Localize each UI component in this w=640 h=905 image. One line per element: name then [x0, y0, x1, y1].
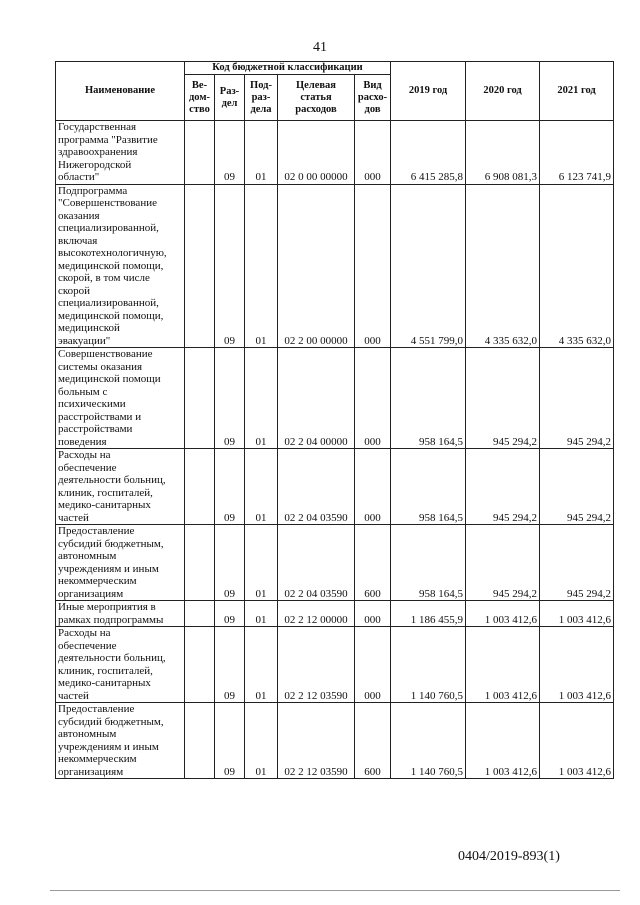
name-line: области": [58, 171, 100, 183]
cell-razdel: 09: [215, 449, 245, 525]
cell-name: [56, 703, 185, 779]
name-line: Нижегородской: [58, 158, 132, 171]
cell-amount-2019: 958 164,5: [391, 348, 466, 449]
cell-expense-type: 000: [355, 121, 391, 185]
table-row: [56, 601, 614, 627]
page-number: 41: [313, 40, 327, 55]
name-line: автономным: [58, 728, 117, 740]
name-line: медико-санитарных: [58, 499, 151, 511]
name-line: обеспечение: [58, 461, 117, 474]
cell-podrazdel: 01: [245, 184, 278, 348]
cell-podrazdel: 01: [245, 601, 278, 627]
name-line: эвакуации": [58, 334, 111, 347]
name-line: некоммерческим: [58, 575, 137, 587]
cell-expense-type: 000: [355, 184, 391, 348]
name-line: скорой: [58, 284, 91, 297]
cell-vedomstvo: [185, 703, 215, 779]
document-id: 0404/2019-893(1): [458, 849, 560, 864]
name-line: клиник, госпиталей,: [58, 664, 153, 677]
name-line: программа "Развитие: [58, 133, 158, 146]
name-line: системы оказания: [58, 360, 143, 373]
name-line: Государственная: [58, 121, 137, 133]
name-line: расстройствами: [58, 423, 133, 435]
name-line: Расходы на: [58, 449, 111, 461]
cell-razdel: 09: [215, 121, 245, 185]
cell-amount-2019: 1 186 455,9: [391, 601, 466, 627]
cell-expense-type: 000: [355, 449, 391, 525]
name-line: учреждениям и иным: [58, 562, 159, 575]
name-line: медико-санитарных: [58, 677, 151, 689]
name-line: медицинской помощи,: [58, 259, 164, 272]
table-header: [56, 62, 614, 121]
name-line: включая: [58, 234, 98, 247]
cell-expense-type: 000: [355, 627, 391, 703]
header-vedomstvo: Ве- дом- ство: [185, 75, 215, 121]
header-target-article: Целевая статья расходов: [278, 75, 355, 121]
cell-amount-2019: 6 415 285,8: [391, 121, 466, 185]
cell-target-article: 02 2 00 00000: [278, 184, 355, 348]
table-row: [56, 627, 614, 703]
cell-amount-2021: 1 003 412,6: [540, 601, 614, 627]
cell-expense-type: 600: [355, 525, 391, 601]
name-line: автономным: [58, 550, 117, 562]
cell-target-article: 02 2 12 00000: [278, 601, 355, 627]
cell-amount-2019: 1 140 760,5: [391, 627, 466, 703]
name-line: Расходы на: [58, 627, 111, 639]
cell-podrazdel: 01: [245, 348, 278, 449]
name-line: деятельности больниц,: [58, 474, 166, 486]
name-line: больным с: [58, 385, 108, 398]
cell-razdel: 09: [215, 601, 245, 627]
cell-name: [56, 627, 185, 703]
cell-amount-2019: 958 164,5: [391, 449, 466, 525]
table-row: [56, 348, 614, 449]
cell-amount-2021: 945 294,2: [540, 449, 614, 525]
cell-amount-2021: 1 003 412,6: [540, 703, 614, 779]
name-line: обеспечение: [58, 639, 117, 652]
name-line: "Совершенствование: [58, 197, 157, 209]
name-line: Предоставление: [58, 703, 135, 715]
cell-amount-2021: 945 294,2: [540, 348, 614, 449]
cell-razdel: 09: [215, 184, 245, 348]
header-classification-group: Код бюджетной классификации: [185, 62, 391, 75]
cell-amount-2021: 945 294,2: [540, 525, 614, 601]
cell-name: [56, 525, 185, 601]
name-line: специализированной,: [58, 222, 159, 234]
table-row: [56, 525, 614, 601]
name-line: Предоставление: [58, 525, 135, 537]
cell-razdel: 09: [215, 525, 245, 601]
bottom-rule: [50, 890, 620, 891]
cell-name: [56, 601, 185, 627]
header-year-2021: 2021 год: [540, 62, 614, 121]
table-body: [56, 121, 614, 779]
cell-amount-2020: 1 003 412,6: [466, 601, 540, 627]
table-row: [56, 703, 614, 779]
name-line: организациям: [58, 765, 124, 778]
cell-amount-2020: 945 294,2: [466, 449, 540, 525]
cell-razdel: 09: [215, 703, 245, 779]
name-line: учреждениям и иным: [58, 740, 159, 753]
cell-target-article: 02 2 04 00000: [278, 348, 355, 449]
name-line: некоммерческим: [58, 753, 137, 765]
budget-table: [55, 61, 614, 779]
header-name: Наименование: [56, 62, 185, 121]
cell-amount-2021: 6 123 741,9: [540, 121, 614, 185]
header-razdel: Раз- дел: [215, 75, 245, 121]
cell-amount-2019: 4 551 799,0: [391, 184, 466, 348]
cell-vedomstvo: [185, 121, 215, 185]
name-line: субсидий бюджетным,: [58, 537, 164, 550]
cell-expense-type: 000: [355, 601, 391, 627]
cell-amount-2020: 945 294,2: [466, 525, 540, 601]
cell-name: [56, 449, 185, 525]
cell-target-article: 02 0 00 00000: [278, 121, 355, 185]
cell-target-article: 02 2 04 03590: [278, 449, 355, 525]
name-line: медицинской помощи,: [58, 309, 164, 322]
name-line: Иные мероприятия в: [58, 601, 156, 613]
cell-amount-2019: 958 164,5: [391, 525, 466, 601]
name-line: психическими: [58, 398, 126, 410]
cell-podrazdel: 01: [245, 627, 278, 703]
name-line: организациям: [58, 587, 124, 600]
cell-target-article: 02 2 12 03590: [278, 627, 355, 703]
name-line: частей: [58, 511, 89, 524]
cell-razdel: 09: [215, 348, 245, 449]
cell-vedomstvo: [185, 348, 215, 449]
name-line: скорой, в том числе: [58, 272, 150, 284]
name-line: Совершенствование: [58, 348, 153, 360]
cell-vedomstvo: [185, 627, 215, 703]
name-line: рамках подпрограммы: [58, 613, 164, 626]
header-year-2019: 2019 год: [391, 62, 466, 121]
cell-name: [56, 121, 185, 185]
cell-podrazdel: 01: [245, 449, 278, 525]
name-line: медицинской помощи: [58, 373, 161, 385]
cell-amount-2020: 1 003 412,6: [466, 627, 540, 703]
cell-amount-2021: 1 003 412,6: [540, 627, 614, 703]
name-line: Подпрограмма: [58, 184, 128, 197]
cell-target-article: 02 2 04 03590: [278, 525, 355, 601]
cell-name: [56, 184, 185, 348]
cell-amount-2021: 4 335 632,0: [540, 184, 614, 348]
name-line: частей: [58, 689, 89, 702]
cell-amount-2020: 4 335 632,0: [466, 184, 540, 348]
cell-podrazdel: 01: [245, 525, 278, 601]
name-line: здравоохранения: [58, 146, 138, 158]
name-line: медицинской: [58, 322, 120, 334]
header-podrazdel: Под- раз- дела: [245, 75, 278, 121]
header-year-2020: 2020 год: [466, 62, 540, 121]
name-line: деятельности больниц,: [58, 652, 166, 664]
cell-podrazdel: 01: [245, 121, 278, 185]
cell-amount-2020: 1 003 412,6: [466, 703, 540, 779]
cell-amount-2020: 945 294,2: [466, 348, 540, 449]
cell-expense-type: 600: [355, 703, 391, 779]
name-line: оказания: [58, 209, 100, 222]
name-line: специализированной,: [58, 297, 159, 309]
cell-vedomstvo: [185, 601, 215, 627]
name-line: высокотехнологичную,: [58, 247, 167, 259]
table-row: [56, 121, 614, 185]
cell-expense-type: 000: [355, 348, 391, 449]
table-row: [56, 184, 614, 348]
cell-vedomstvo: [185, 449, 215, 525]
name-line: поведения: [58, 435, 107, 448]
header-expense-type: Вид расхо- дов: [355, 75, 391, 121]
cell-target-article: 02 2 12 03590: [278, 703, 355, 779]
cell-amount-2019: 1 140 760,5: [391, 703, 466, 779]
name-line: клиник, госпиталей,: [58, 486, 153, 499]
cell-podrazdel: 01: [245, 703, 278, 779]
cell-vedomstvo: [185, 525, 215, 601]
table-row: [56, 449, 614, 525]
cell-razdel: 09: [215, 627, 245, 703]
cell-vedomstvo: [185, 184, 215, 348]
cell-name: [56, 348, 185, 449]
name-line: субсидий бюджетным,: [58, 715, 164, 728]
name-line: расстройствами и: [58, 410, 142, 423]
cell-amount-2020: 6 908 081,3: [466, 121, 540, 185]
